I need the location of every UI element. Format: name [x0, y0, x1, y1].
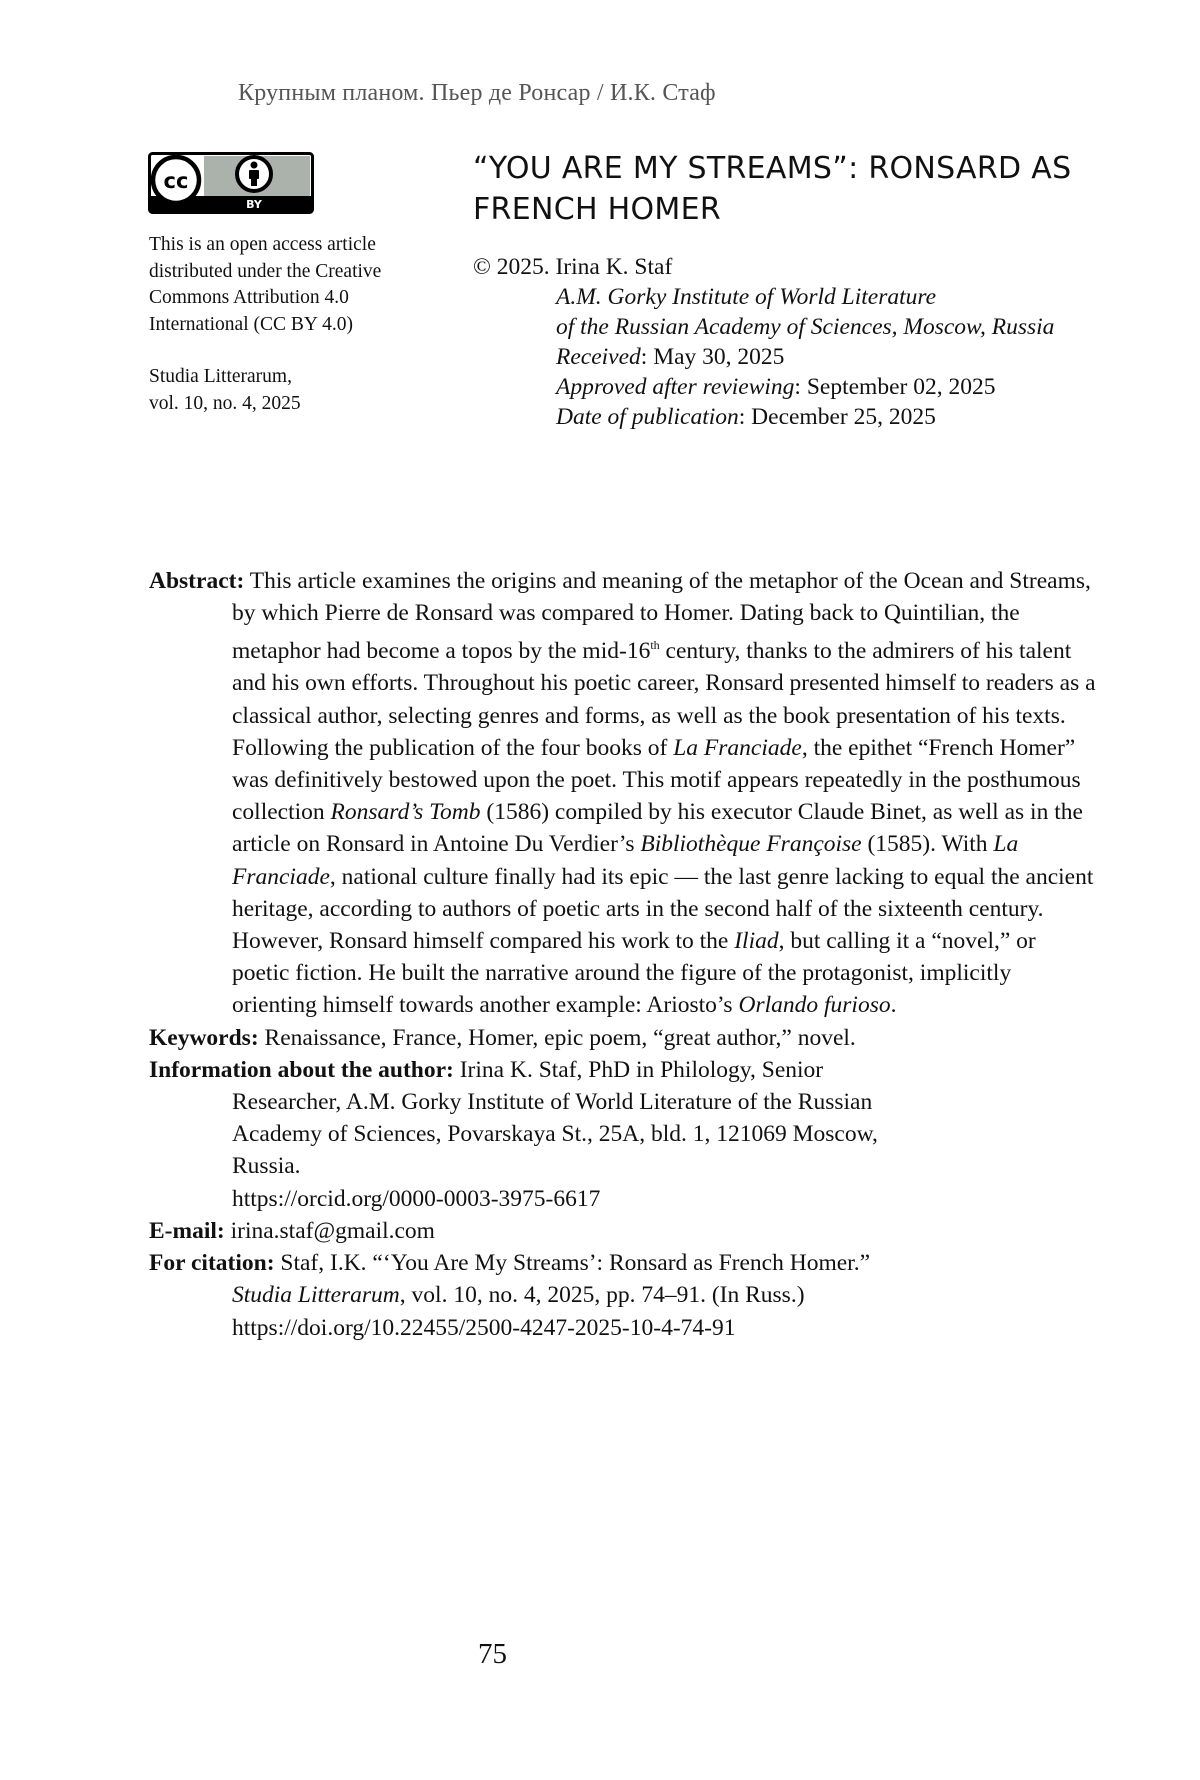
license-line: This is an open access article [149, 234, 376, 255]
affiliation: of the Russian Academy of Sciences, Moscow, Russia [556, 314, 1055, 340]
author-information: Information about the author: Irina K. Staf, PhD in Philology, Senior Researcher, A.M. Gorky Institute of World Literature of the Russian Academy of Sciences, Povarskaya St., 25A, bld. 1, 121069 Moscow, Russia. https://orcid.org/0000-0003-3975-6617 [149, 1056, 878, 1212]
title-line: FRENCH HOMER [473, 192, 721, 227]
abstract: Abstract: This article examines the origins and meaning of the metaphor of the Ocean and Streams, by which Pierre de Ronsard was compared to Homer. Dating back to Quintilian, the metaphor had become a topos by the mid-16th century, thanks to the admirers of his talent and his own efforts. Throughout his poetic career, Ronsard presented himself to readers as a classical author, selecting genres and forms, as well as the book presentation of his texts. Following the publication of the four books of La Franciade, the epithet “French Homer” was definitively bestowed upon the poet. This motif appears repeatedly in the posthumous collection Ronsard’s Tomb (1586) compiled by his executor Claude Binet, as well as in the article on Ronsard in Antoine Du Verdier’s Bibliothèque Françoise (1585). With La Franciade, national culture finally had its epic — the last genre lacking to equal the ancient heritage, according to authors of poetic arts in the second half of the sixteenth century. However, Ronsard himself compared his work to the Iliad, but calling it a “novel,” or poetic fiction. He built the narrative around the figure of the protagonist, implicitly orienting himself towards another example: Ariosto’s Orlando furioso. [149, 568, 1096, 1019]
email: E-mail: irina.staf@gmail.com [149, 1217, 435, 1244]
article-front-matter [149, 565, 1099, 1344]
title-line: “YOU ARE MY STREAMS”: RONSARD AS [473, 151, 1072, 186]
email-link[interactable]: irina.staf@gmail.com [224, 1217, 435, 1244]
running-header: Крупным планом. Пьер де Ронсар / И.К. Стаф [238, 80, 716, 106]
approved-date: Approved after reviewing: September 02, 2025 [556, 374, 996, 400]
journal-line: Studia Litterarum, [149, 366, 292, 387]
cc-by-icon [148, 152, 314, 214]
license-notice [149, 232, 449, 417]
affiliation: A.M. Gorky Institute of World Literature [556, 284, 937, 310]
svg-text:cc: cc [163, 169, 189, 193]
page-number: 75 [478, 1638, 507, 1670]
doi-link[interactable]: https://doi.org/10.22455/2500-4247-2025-10-4-74-91 [232, 1314, 736, 1341]
orcid-link[interactable]: https://orcid.org/0000-0003-3975-6617 [232, 1185, 601, 1212]
license-line: distributed under the Creative [149, 260, 382, 282]
publication-date: Date of publication: December 25, 2025 [556, 404, 936, 430]
cc-by-label: BY [246, 198, 262, 211]
article-title [473, 148, 1093, 230]
license-line: International (CC BY 4.0) [149, 313, 353, 335]
received-date: Received: May 30, 2025 [556, 344, 785, 370]
citation: For citation: Staf, I.K. “‘You Are My Streams’: Ronsard as French Homer.” Studia Litterarum, vol. 10, no. 4, 2025, pp. 74–91. (In Russ.) https://doi.org/10.22455/2500-4247-2025-10-4-74-91 [149, 1250, 870, 1341]
article-meta [473, 252, 1113, 432]
copyright: © 2025. Irina K. Staf [473, 254, 673, 280]
license-line: Commons Attribution 4.0 [149, 287, 349, 308]
journal-line: vol. 10, no. 4, 2025 [149, 392, 301, 414]
keywords: Keywords: Renaissance, France, Homer, epic poem, “great author,” novel. [149, 1024, 856, 1051]
